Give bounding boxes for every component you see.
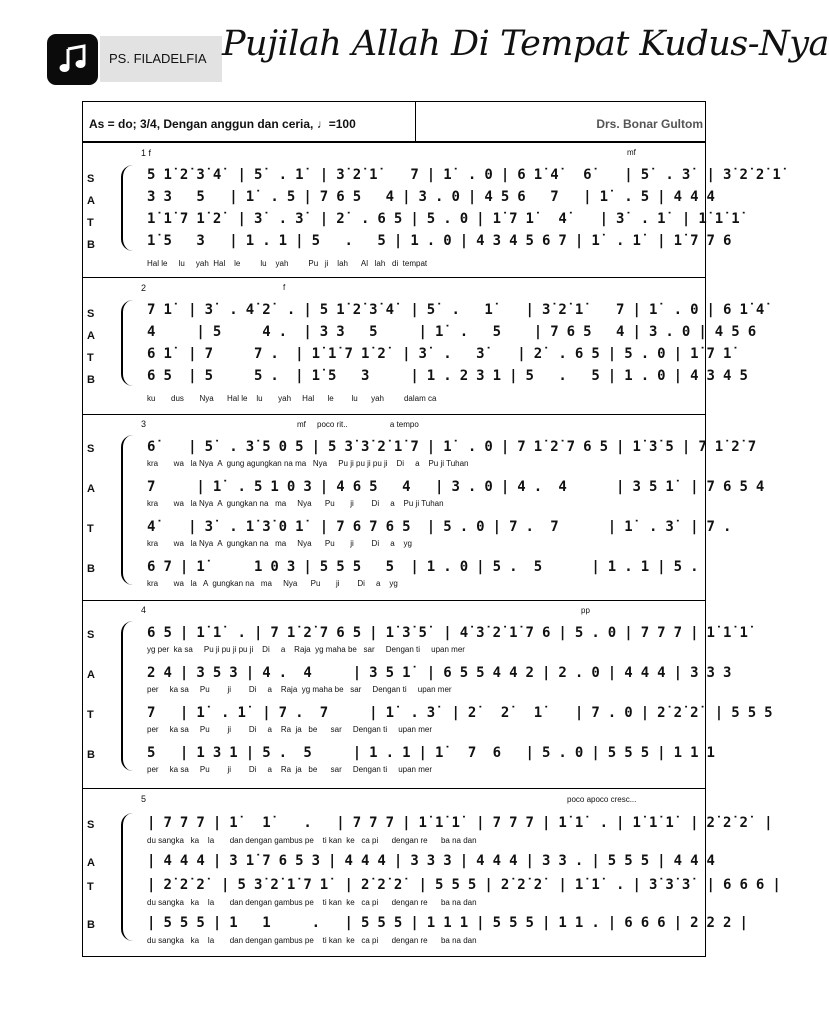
notes-line: | 5 5 5 | 1 1 . | 5 5 5 | 1 1 1 | 5 5 5 | 1 1 . | 6 6 6 | 2 2 2 | [147,915,748,931]
song-title: Pujilah Allah Di Tempat Kudus-Nya [222,24,829,64]
choir-name: PS. FILADELFIA [100,36,222,82]
notes-line: 6˙ | 5˙ . 3˙5 0 5 | 5 3˙3˙2˙1˙7 | 1˙ . 0 | 7 1˙2˙7 6 5 | 1˙3˙5 | 7 1˙2˙7 [147,439,756,455]
voice-label: A [87,483,95,495]
voice-label: A [87,195,95,207]
notes-line: 5 | 1 3 1 | 5 . 5 | 1 . 1 | 1˙ 7 6 | 5 . 0 | 5 5 5 | 1 1 1 [147,745,715,761]
system-4 [83,600,773,786]
voice-label: T [87,352,94,364]
notes-line: | 2˙2˙2˙ | 5 3˙2˙1˙7 1˙ | 2˙2˙2˙ | 5 5 5 | 2˙2˙2˙ | 1˙1˙ . | 3˙3˙3˙ | 6 6 6 | [147,877,781,893]
lyric-line: du sangka ka la dan dengan gambus pe ti kan ke ca pi dengan re ba na dan [147,936,477,945]
notes-line: 6 5 | 5 5 . | 1˙5 3 | 1 . 2 3 1 | 5 . 5 | 1 . 0 | 4 3 4 5 [147,368,748,384]
notes-line: 7 1˙ | 3˙ . 4˙2˙ . | 5 1˙2˙3˙4˙ | 5˙ . 1˙ | 3˙2˙1˙ 7 | 1˙ . 0 | 6 1˙4˙ [147,302,773,318]
notes-line: 7 | 1˙ . 5 1 0 3 | 4 6 5 4 | 3 . 0 | 4 . 4 | 3 5 1˙ | 7 6 5 4 [147,479,765,495]
lyric-line: per ka sa Pu ji Di a Raja yg maha be sar Dengan ti upan mer [147,685,452,694]
lyric-line: Hal le lu yah Hal le lu yah Pu ji lah Al lah di tempat [147,259,428,268]
lyric-line: kra wa la Nya A gungkan na ma Nya Pu ji Di a yg [147,539,412,548]
tempo-mark: mf poco rit.. a tempo [297,420,419,429]
score-header [83,102,705,142]
system-number: 1 f [141,148,152,158]
system-brace [121,621,137,771]
notes-line: 4 | 5 4 . | 3 3 5 | 1˙ . 5 | 7 6 5 4 | 3 . 0 | 4 5 6 [147,324,756,340]
voice-label: S [87,308,95,320]
lyric-line: ku dus Nya Hal le lu yah Hal le lu yah dalam ca [147,394,437,403]
notes-line: 2 4 | 3 5 3 | 4 . 4 | 3 5 1˙ | 6 5 5 4 4 2 | 2 . 0 | 4 4 4 | 3 3 3 [147,665,732,681]
notes-line: 4˙ | 3˙ . 1˙3˙0 1˙ | 7 6 7 6 5 | 5 . 0 | 7 . 7 | 1˙ . 3˙ | 7 . [147,519,732,535]
notes-line: 7 | 1˙ . 1˙ | 7 . 7 | 1˙ . 3˙ | 2˙ 2˙ 1˙ | 7 . 0 | 2˙2˙2˙ | 5 5 5 [147,705,773,721]
music-note-icon [57,43,89,75]
voice-label: T [87,523,94,535]
system-brace [121,813,137,941]
voice-label: B [87,239,95,251]
voice-label: A [87,857,95,869]
voice-label: B [87,563,95,575]
voice-label: S [87,443,95,455]
voice-label: A [87,330,95,342]
app-icon[interactable] [47,34,98,85]
voice-label: B [87,749,95,761]
system-brace [121,435,137,585]
notes-line: 6 5 | 1˙1˙ . | 7 1˙2˙7 6 5 | 1˙3˙5˙ | 4˙3˙2˙1˙7 6 | 5 . 0 | 7 7 7 | 1˙1˙1˙ [147,625,756,641]
lyric-line: yg per ka sa Pu ji pu ji pu ji Di a Raja yg maha be sar Dengan ti upan mer [147,645,465,654]
composer: Drs. Bonar Gultom [596,117,703,131]
system-number: 2 [141,283,147,293]
system-brace [121,165,137,251]
notes-line: 3 3 5 | 1˙ . 5 | 7 6 5 4 | 3 . 0 | 4 5 6 7 | 1˙ . 5 | 4 4 4 [147,189,715,205]
dynamic-mark: pp [581,606,590,615]
system-2 [83,277,773,414]
lyric-line: per ka sa Pu ji Di a Ra ja be sar Dengan ti upan mer [147,765,433,774]
notes-line: 6 1˙ | 7 7 . | 1˙1˙7 1˙2˙ | 3˙ . 3˙ | 2˙ . 6 5 | 5 . 0 | 1˙7 1˙ [147,346,740,362]
voice-label: T [87,881,94,893]
voice-label: S [87,173,95,185]
system-1 [83,142,789,277]
score-sheet [82,101,789,957]
voice-label: T [87,217,94,229]
voice-label: S [87,819,95,831]
notes-line: | 4 4 4 | 3 1˙7 6 5 3 | 4 4 4 | 3 3 3 | 4 4 4 | 3 3 . | 5 5 5 | 4 4 4 [147,853,715,869]
lyric-line: kra wa la A gungkan na ma Nya Pu ji Di a yg [147,579,398,588]
system-brace [121,300,137,386]
tempo-marking: As = do; 3/4, Dengan anggun dan ceria, ♩=100 [89,117,356,131]
voice-label: A [87,669,95,681]
dynamic-mark: mf [627,148,636,157]
lyric-line: du sangka ka la dan dengan gambus pe ti kan ke ca pi dengan re ba na dan [147,898,477,907]
system-number: 4 [141,605,147,615]
notes-line: | 7 7 7 | 1˙ 1˙ . | 7 7 7 | 1˙1˙1˙ | 7 7 7 | 1˙1˙ . | 1˙1˙1˙ | 2˙2˙2˙ | [147,815,773,831]
lyric-line: per ka sa Pu ji Di a Ra ja be sar Dengan ti upan mer [147,725,433,734]
system-number: 5 [141,794,147,804]
voice-label: S [87,629,95,641]
notes-line: 1˙5 3 | 1 . 1 | 5 . 5 | 1 . 0 | 4 3 4 5 6 7 | 1˙ . 1˙ | 1˙7 7 6 [147,233,732,249]
voice-label: B [87,374,95,386]
system-5 [83,788,781,953]
header-divider [415,102,416,141]
tempo-mark: poco apoco cresc... [567,795,637,804]
notes-line: 5 1˙2˙3˙4˙ | 5˙ . 1˙ | 3˙2˙1˙ 7 | 1˙ . 0 | 6 1˙4˙ 6˙ | 5˙ . 3˙ | 3˙2˙2˙1˙ [147,167,789,183]
lyric-line: du sangka ka la dan dengan gambus pe ti kan ke ca pi dengan re ba na dan [147,836,477,845]
notes-line: 1˙1˙7 1˙2˙ | 3˙ . 3˙ | 2˙ . 6 5 | 5 . 0 | 1˙7 1˙ 4˙ | 3˙ . 1˙ | 1˙1˙1˙ [147,211,748,227]
system-3 [83,414,765,600]
system-number: 3 [141,419,147,429]
voice-label: B [87,919,95,931]
lyric-line: kra wa la Nya A gungkan na ma Nya Pu ji Di a Pu ji Tuhan [147,499,444,508]
dynamic-mark: f [283,283,286,292]
lyric-line: kra wa la Nya A gung agungkan na ma Nya Pu ji pu ji pu ji Di a Pu ji Tuhan [147,459,469,468]
voice-label: T [87,709,94,721]
notes-line: 6 7 | 1˙ 1 0 3 | 5 5 5 5 | 1 . 0 | 5 . 5 | 1 . 1 | 5 . [147,559,699,575]
